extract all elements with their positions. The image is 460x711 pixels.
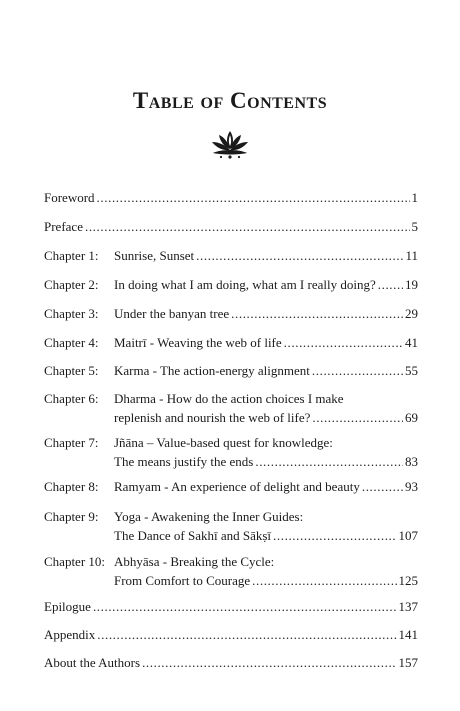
toc-entry[interactable]	[44, 188, 418, 207]
page-title: Table of Contents	[132, 88, 328, 113]
dot-leader	[97, 625, 396, 644]
toc-entry-page: 69	[405, 410, 418, 425]
toc-entry-title-continued: The means justify the ends	[114, 454, 254, 469]
toc-entry[interactable]	[44, 433, 418, 471]
toc-entry-label: Chapter 1:	[44, 248, 99, 263]
toc-entry-label: Chapter 7:	[44, 435, 99, 450]
toc-entry-title: Epilogue	[44, 599, 91, 614]
dot-leader	[85, 217, 410, 236]
toc-entry[interactable]	[44, 361, 418, 380]
toc-entry[interactable]	[44, 389, 418, 427]
toc-entry-title-continued: The Dance of Sakhī and Sākṣī	[114, 528, 272, 543]
toc-entry[interactable]	[44, 217, 418, 236]
toc-entry-title: Appendix	[44, 627, 96, 642]
dot-leader	[255, 452, 403, 471]
toc-entry-title: In doing what I am doing, what am I really doing?	[114, 277, 376, 292]
toc-entry-page: 107	[398, 528, 418, 543]
toc-entry[interactable]	[44, 653, 418, 672]
dot-leader	[196, 246, 403, 265]
toc-entry-title: Preface	[44, 219, 83, 234]
dot-leader	[273, 526, 396, 545]
toc-entry-title: Ramyam - An experience of delight and beauty	[114, 479, 360, 494]
toc-entry[interactable]	[44, 507, 418, 545]
toc-entry-label: Chapter 4:	[44, 335, 99, 350]
toc-entry[interactable]	[44, 333, 418, 352]
toc-entry[interactable]	[44, 477, 418, 496]
toc-entry-page: 55	[405, 363, 418, 378]
toc-entry-page: 11	[405, 248, 418, 263]
toc-entry-page: 5	[411, 219, 418, 234]
toc-entry-title: Karma - The action-energy alignment	[114, 363, 310, 378]
toc-entry-title-continued: replenish and nourish the web of life?	[114, 410, 311, 425]
dot-leader	[312, 361, 403, 380]
dot-leader	[312, 408, 403, 427]
toc-entry-label: Chapter 9:	[44, 509, 99, 524]
dot-leader	[252, 571, 396, 590]
toc-entry-label: Chapter 2:	[44, 277, 99, 292]
toc-entry-page: 137	[398, 599, 418, 614]
toc-entry-page: 29	[405, 306, 418, 321]
toc-entry-page: 93	[405, 479, 418, 494]
toc-entry-page: 1	[411, 190, 418, 205]
toc-entry[interactable]	[44, 625, 418, 644]
toc-entry-page: 125	[398, 573, 418, 588]
toc-entry[interactable]	[44, 275, 418, 294]
toc-entry-title: About the Authors	[44, 655, 141, 670]
dot-leader	[142, 653, 396, 672]
toc-entry-page: 83	[405, 454, 418, 469]
dot-leader	[284, 333, 403, 352]
toc-entry-label: Chapter 5:	[44, 363, 99, 378]
toc-entry-page: 41	[405, 335, 418, 350]
toc-entry-title: Dharma - How do the action choices I make	[114, 391, 344, 406]
toc-entry-label: Chapter 8:	[44, 479, 99, 494]
toc-entry-label: Chapter 6:	[44, 391, 99, 406]
toc-entry-title-continued: From Comfort to Courage	[114, 573, 251, 588]
toc-entry[interactable]	[44, 304, 418, 323]
toc-entry-label: Chapter 3:	[44, 306, 99, 321]
toc-entry-title: Abhyāsa - Breaking the Cycle:	[114, 554, 275, 569]
toc-entry[interactable]	[44, 246, 418, 265]
toc-entry-page: 141	[398, 627, 418, 642]
toc-entry-title: Yoga - Awakening the Inner Guides:	[114, 509, 304, 524]
toc-entry-title: Sunrise, Sunset	[114, 248, 195, 263]
dot-leader	[362, 477, 403, 496]
toc-entry-label: Chapter 10:	[44, 554, 106, 569]
dot-leader	[378, 275, 403, 294]
toc-entry-page: 157	[398, 655, 418, 670]
toc-entry-title: Foreword	[44, 190, 95, 205]
toc-entry-title: Maitrī - Weaving the web of life	[114, 335, 282, 350]
toc-entry-page: 19	[405, 277, 418, 292]
toc-entry[interactable]	[44, 552, 418, 590]
dot-leader	[97, 188, 410, 207]
toc-entry-title: Jñāna – Value-based quest for knowledge:	[114, 435, 333, 450]
dot-leader	[93, 597, 397, 616]
lotus-ornament-icon	[209, 127, 251, 161]
toc-entry[interactable]	[44, 597, 418, 616]
dot-leader	[231, 304, 403, 323]
toc-entry-title: Under the banyan tree	[114, 306, 230, 321]
